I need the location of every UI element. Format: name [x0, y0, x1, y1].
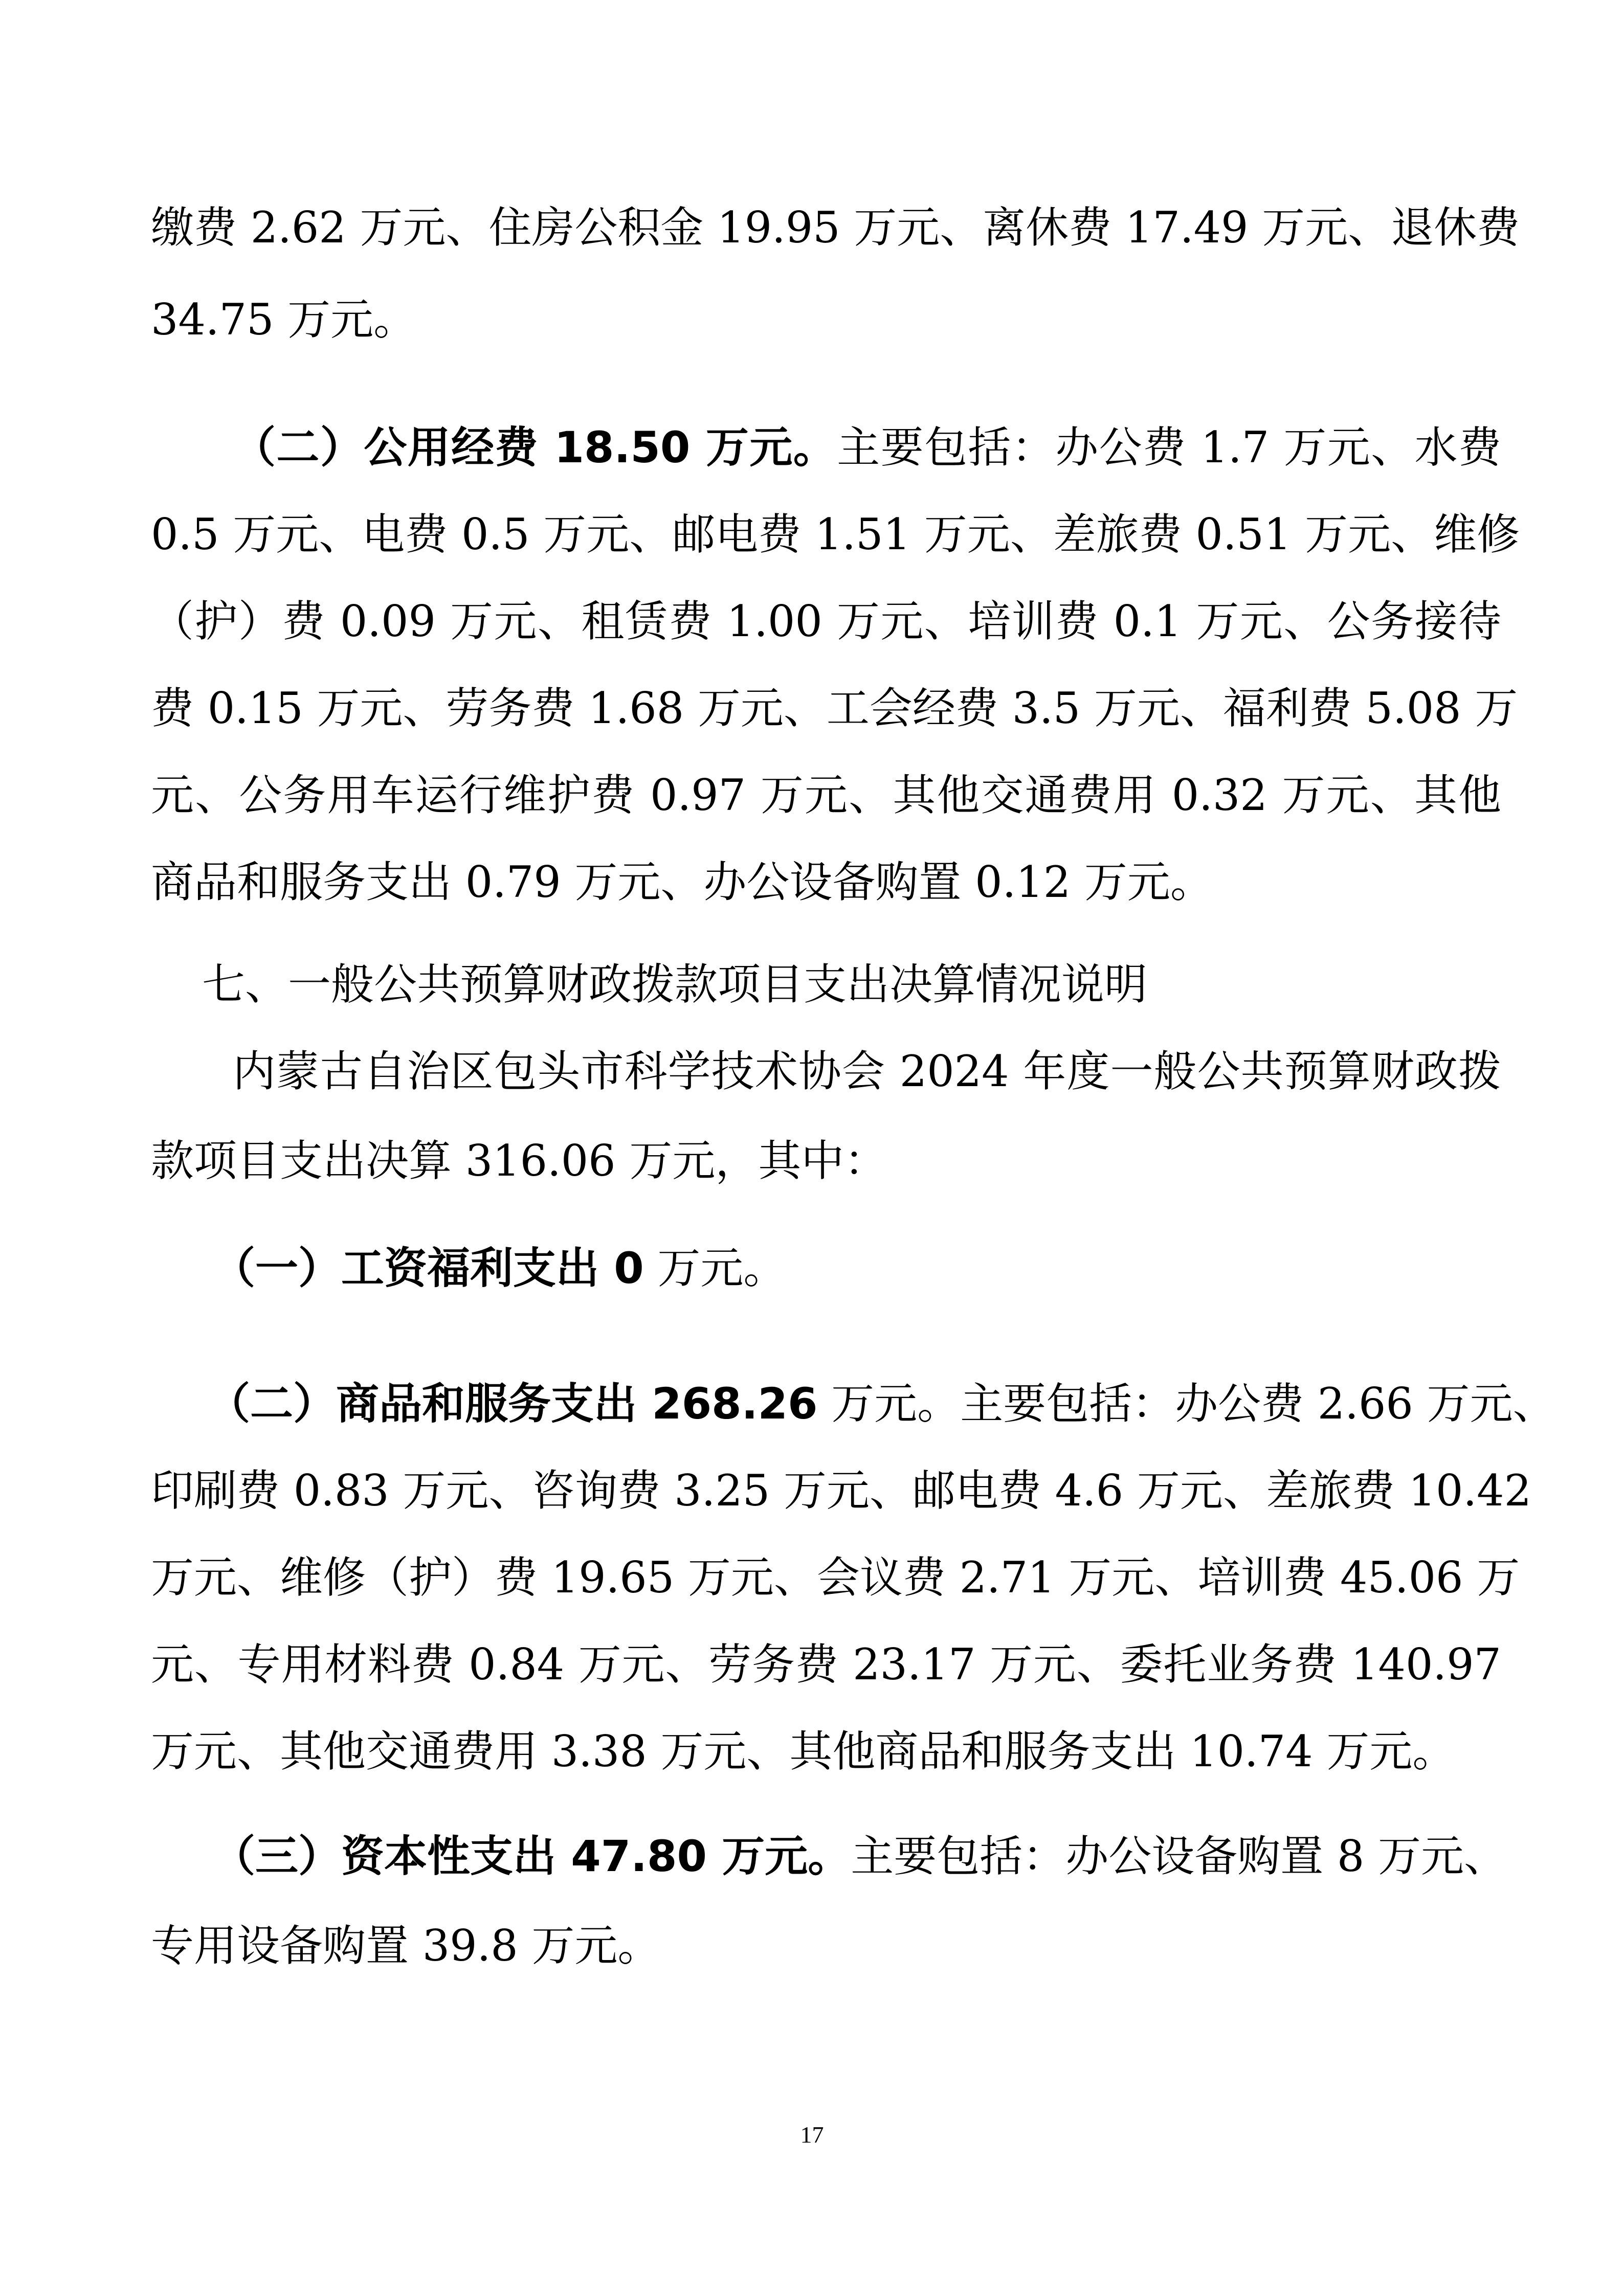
- paragraph-line: 商品和服务支出 0.79 万元、办公设备购置 0.12 万元。: [151, 857, 1213, 907]
- subheading-goods-services: （二）商品和服务支出 268.26: [207, 1379, 818, 1429]
- paragraph-text: 万元。主要包括：办公费 2.66 万元、: [831, 1379, 1556, 1429]
- subheading-salary-welfare: （一）工资福利支出 0: [212, 1243, 644, 1293]
- paragraph-line: 元、专用材料费 0.84 万元、劳务费 23.17 万元、委托业务费 140.97: [151, 1639, 1501, 1690]
- paragraph-text: 主要包括：办公设备购置 8 万元、: [851, 1831, 1507, 1881]
- page-number: 17: [800, 2122, 824, 2148]
- paragraph-line: 34.75 万元。: [151, 295, 417, 345]
- paragraph-line: 专用设备购置 39.8 万元。: [151, 1921, 661, 1971]
- paragraph-line: [207, 1373, 1556, 1434]
- paragraph-text: 主要包括：办公费 1.7 万元、水费: [837, 422, 1501, 472]
- paragraph-line: [212, 1826, 1507, 1887]
- paragraph-text: 万元。: [657, 1243, 787, 1293]
- paragraph-line: 万元、其他交通费用 3.38 万元、其他商品和服务支出 10.74 万元。: [151, 1726, 1456, 1776]
- paragraph-line: 元、公务用车运行维护费 0.97 万元、其他交通费用 0.32 万元、其他: [151, 770, 1501, 820]
- paragraph-line: 款项目支出决算 316.06 万元，其中：: [151, 1136, 887, 1186]
- paragraph-line: [212, 1237, 1501, 1299]
- paragraph-line: 费 0.15 万元、劳务费 1.68 万元、工会经费 3.5 万元、福利费 5.08 万: [151, 683, 1518, 733]
- paragraph-line: 0.5 万元、电费 0.5 万元、邮电费 1.51 万元、差旅费 0.51 万元、维修: [151, 509, 1520, 559]
- paragraph-line: [233, 417, 1501, 478]
- subheading-public-funds: （二）公用经费 18.50 万元。: [233, 422, 837, 472]
- paragraph-line: 缴费 2.62 万元、住房公积金 19.95 万元、离休费 17.49 万元、退休费: [151, 202, 1520, 253]
- section-heading: 七、一般公共预算财政拨款项目支出决算情况说明: [202, 959, 1148, 1009]
- paragraph-line: （护）费 0.09 万元、租赁费 1.00 万元、培训费 0.1 万元、公务接待: [151, 596, 1501, 646]
- paragraph-line: 印刷费 0.83 万元、咨询费 3.25 万元、邮电费 4.6 万元、差旅费 10.42: [151, 1466, 1532, 1516]
- subheading-capital-expenditure: （三）资本性支出 47.80 万元。: [212, 1831, 851, 1881]
- paragraph-line: 内蒙古自治区包头市科学技术协会 2024 年度一般公共预算财政拨: [233, 1046, 1501, 1096]
- paragraph-line: 万元、维修（护）费 19.65 万元、会议费 2.71 万元、培训费 45.06 万: [151, 1552, 1520, 1603]
